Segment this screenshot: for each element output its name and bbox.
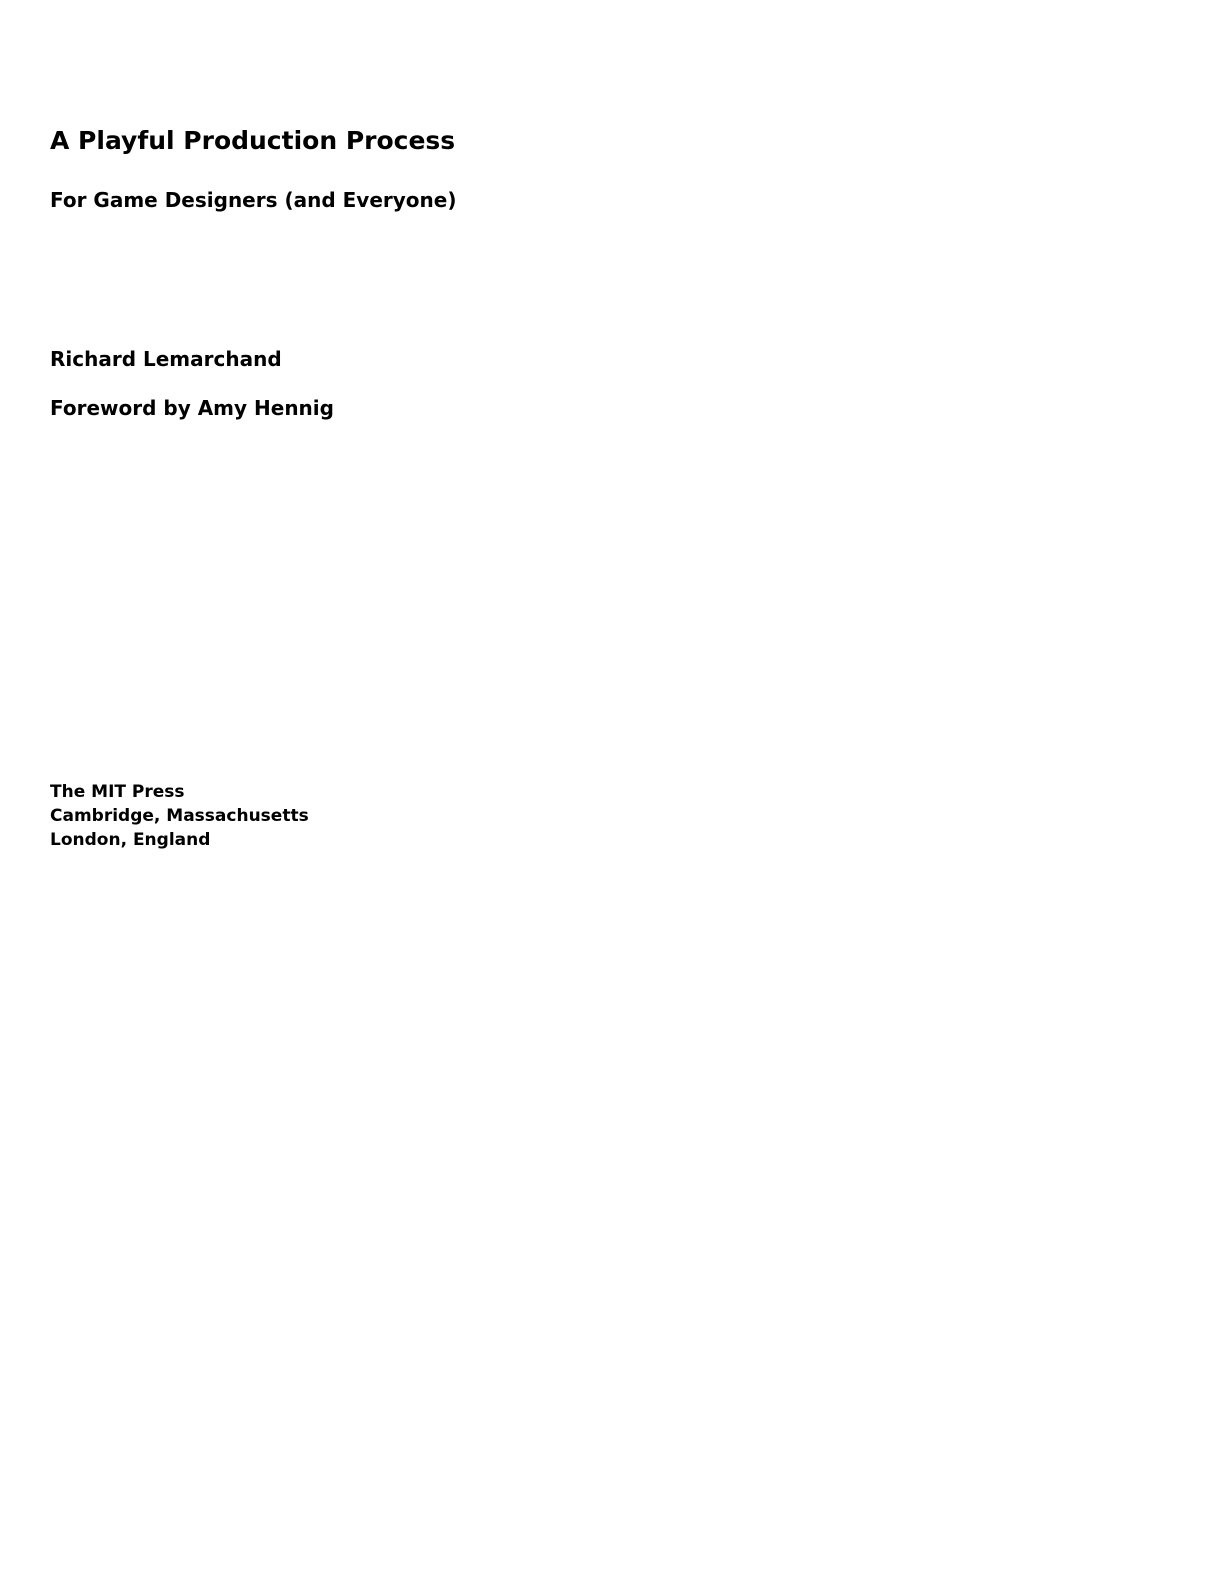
publisher-imprint — [50, 780, 309, 852]
foreword-credit: Foreword by Amy Hennig — [50, 396, 334, 420]
author-name: Richard Lemarchand — [50, 347, 282, 371]
publisher-location-1: Cambridge, Massachusetts — [50, 806, 309, 826]
publisher-location-2: London, England — [50, 830, 211, 850]
book-subtitle: For Game Designers (and Everyone) — [50, 188, 457, 212]
publisher-name: The MIT Press — [50, 782, 185, 802]
book-title: A Playful Production Process — [50, 126, 456, 155]
